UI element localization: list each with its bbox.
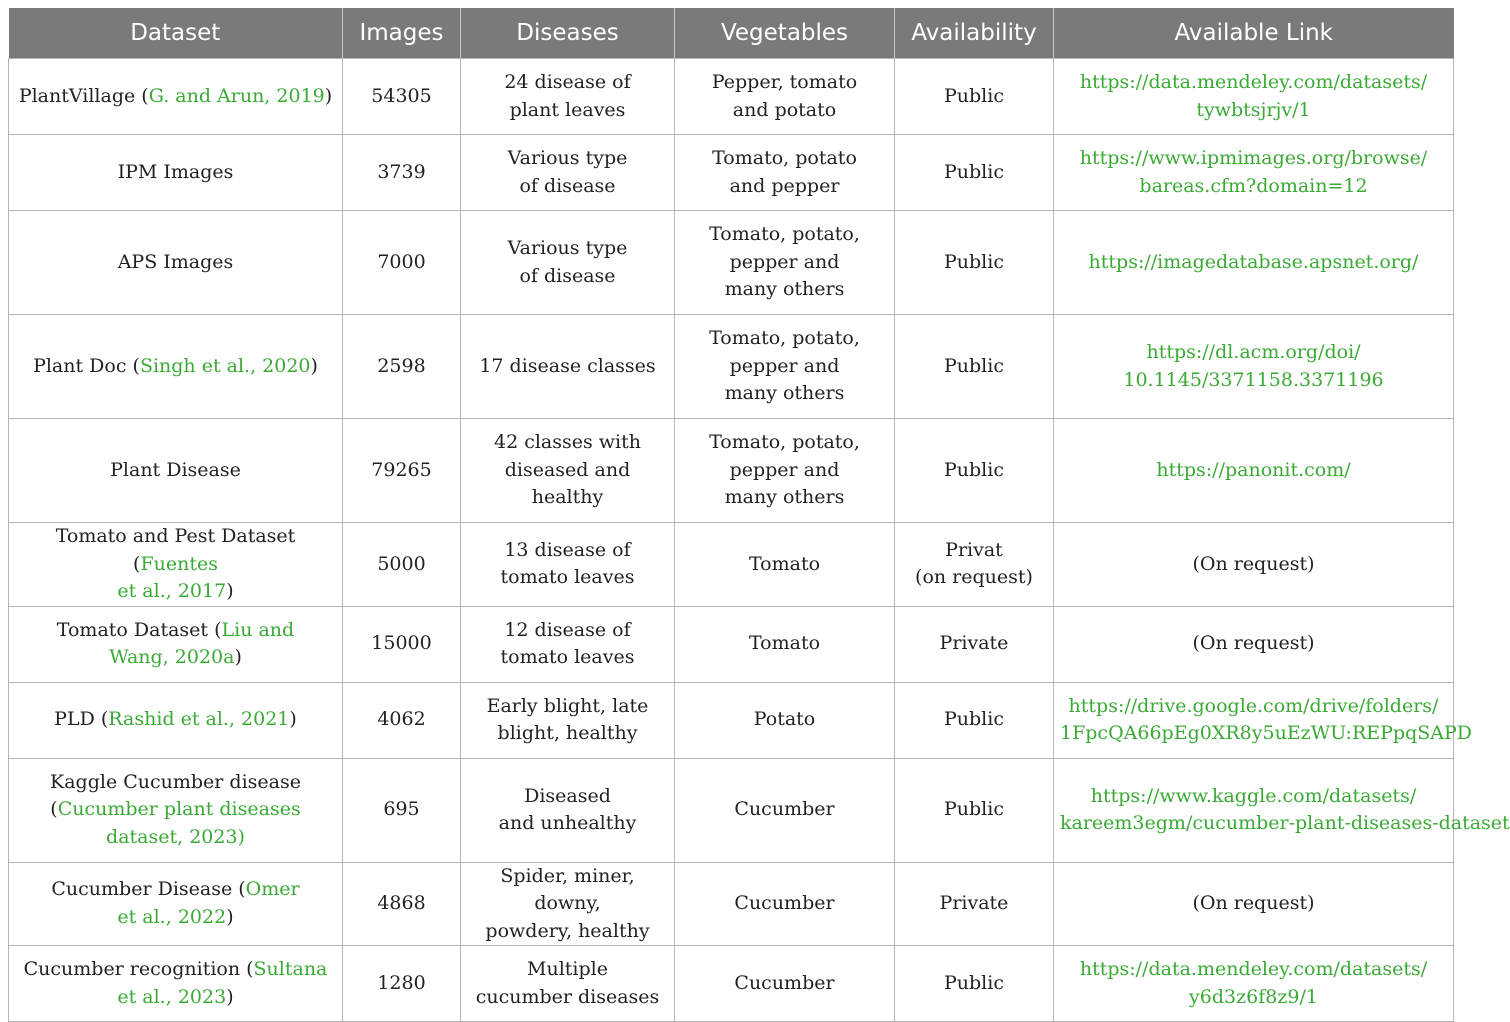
availability-text: Public xyxy=(944,798,1004,821)
dataset-url-link[interactable]: y6d3z6f8z9/1 xyxy=(1189,985,1318,1008)
dataset-url-link[interactable]: https://www.kaggle.com/datasets/ xyxy=(1090,784,1417,807)
dataset-line xyxy=(15,956,336,984)
availability-text: Public xyxy=(944,160,1004,183)
dataset-name-suffix: ) xyxy=(226,905,234,928)
table-row xyxy=(9,946,1454,1022)
dataset-line xyxy=(15,769,336,797)
cell-images: 3739 xyxy=(343,135,461,211)
diseases-text: 17 disease classes xyxy=(479,354,656,377)
cell-vegetables xyxy=(675,315,895,419)
vegetables-text: Tomato, potato, xyxy=(709,223,860,246)
cell-available-link xyxy=(1054,211,1454,315)
cell-images: 4868 xyxy=(343,862,461,946)
citation-link[interactable]: dataset, 2023) xyxy=(106,825,245,848)
availability-text: Privat xyxy=(945,538,1003,561)
citation-link[interactable]: Wang, 2020a xyxy=(109,646,235,668)
cell-vegetables xyxy=(675,758,895,862)
diseases-text: Diseased xyxy=(524,784,611,807)
cell-images: 4062 xyxy=(343,682,461,758)
cell-availability xyxy=(895,135,1054,211)
cell-diseases xyxy=(461,606,675,682)
dataset-url-link[interactable]: 1FpcQA66pEg0XR8y5uEzWU:REPpqSAPD xyxy=(1060,722,1472,744)
cell-availability xyxy=(895,862,1054,946)
dataset-name-suffix: ) xyxy=(310,354,318,377)
cell-availability xyxy=(895,315,1054,419)
table-row xyxy=(9,419,1454,523)
dataset-url-link[interactable]: https://dl.acm.org/doi/ xyxy=(1146,341,1361,363)
cell-diseases xyxy=(461,59,675,135)
cell-dataset xyxy=(9,862,343,946)
diseases-text: Various type xyxy=(507,237,628,259)
table-row xyxy=(9,758,1454,862)
availability-text: Public xyxy=(944,971,1004,994)
dataset-line xyxy=(15,457,336,485)
cell-diseases xyxy=(461,135,675,211)
cell-diseases xyxy=(461,315,675,419)
cell-dataset xyxy=(9,59,343,135)
dataset-line xyxy=(15,578,336,606)
cell-diseases xyxy=(461,419,675,523)
vegetables-text: many others xyxy=(724,486,845,509)
diseases-text: tomato leaves xyxy=(500,566,635,589)
cell-dataset xyxy=(9,946,343,1022)
dataset-line xyxy=(15,523,336,578)
availability-text: Public xyxy=(944,354,1004,377)
cell-availability xyxy=(895,946,1054,1022)
vegetables-text: and potato xyxy=(732,98,837,121)
cell-images: 7000 xyxy=(343,211,461,315)
vegetables-text: pepper and xyxy=(729,250,840,273)
column-header-availability: Availability xyxy=(895,8,1054,59)
diseases-text: 12 disease of xyxy=(504,618,631,641)
dataset-name-text: Kaggle Cucumber disease xyxy=(50,770,301,793)
cell-available-link xyxy=(1054,862,1454,946)
dataset-name-text: Cucumber Disease ( xyxy=(51,878,246,901)
table-row xyxy=(9,606,1454,682)
availability-text: Public xyxy=(944,458,1004,481)
dataset-url-link[interactable]: https://data.mendeley.com/datasets/ xyxy=(1079,71,1428,93)
vegetables-text: Tomato, potato, xyxy=(709,431,860,454)
diseases-text: 24 disease of xyxy=(504,71,631,93)
table-row xyxy=(9,59,1454,135)
cell-available-link xyxy=(1054,946,1454,1022)
availability-text: Private xyxy=(939,632,1009,655)
vegetables-text: Tomato, potato xyxy=(712,147,857,169)
cell-availability xyxy=(895,758,1054,862)
vegetables-text: Potato xyxy=(753,708,816,731)
table-row xyxy=(9,211,1454,315)
diseases-text: plant leaves xyxy=(509,98,626,121)
cell-images: 15000 xyxy=(343,606,461,682)
cell-availability xyxy=(895,523,1054,607)
dataset-line xyxy=(15,706,336,734)
cell-available-link xyxy=(1054,758,1510,862)
cell-availability xyxy=(895,59,1054,135)
cell-availability xyxy=(895,419,1054,523)
diseases-text: of disease xyxy=(519,264,616,287)
cell-diseases xyxy=(461,758,675,862)
citation-link[interactable]: Singh et al., 2020 xyxy=(139,354,311,377)
diseases-text: Early blight, late xyxy=(486,694,649,717)
citation-link[interactable]: G. and Arun, 2019 xyxy=(148,84,325,107)
table-row xyxy=(9,682,1454,758)
cell-dataset xyxy=(9,135,343,211)
dataset-line xyxy=(15,796,336,824)
column-header-available-link: Available Link xyxy=(1054,8,1454,59)
cell-available-link xyxy=(1054,682,1472,758)
dataset-name-text: Tomato Dataset ( xyxy=(56,618,222,641)
cell-vegetables xyxy=(675,606,895,682)
dataset-url-link[interactable]: kareem3egm/cucumber-plant-diseases-dataset xyxy=(1060,812,1510,834)
dataset-name-text: APS Images xyxy=(117,250,234,273)
vegetables-text: Pepper, tomato xyxy=(711,71,858,93)
dataset-name-text: PlantVillage ( xyxy=(18,84,149,107)
column-header-dataset: Dataset xyxy=(9,8,343,59)
diseases-text: Spider, miner, downy, xyxy=(500,864,635,914)
dataset-line xyxy=(15,249,336,277)
dataset-url-link[interactable]: https://imagedatabase.apsnet.org/ xyxy=(1088,250,1419,273)
vegetables-text: many others xyxy=(724,382,845,405)
dataset-line xyxy=(15,159,336,187)
cell-available-link xyxy=(1054,315,1454,419)
dataset-line xyxy=(15,617,336,645)
cell-dataset xyxy=(9,606,343,682)
cell-dataset xyxy=(9,523,343,607)
diseases-text: Multiple xyxy=(527,958,608,980)
cell-diseases xyxy=(461,946,675,1022)
cell-images: 5000 xyxy=(343,523,461,607)
dataset-url-link[interactable]: bareas.cfm?domain=12 xyxy=(1139,174,1368,197)
dataset-name-suffix: ) xyxy=(226,580,234,602)
table-row xyxy=(9,135,1454,211)
dataset-name-suffix: ) xyxy=(324,84,333,107)
column-header-images: Images xyxy=(343,8,461,59)
citation-link[interactable]: Sultana xyxy=(253,958,328,980)
dataset-name-text: ( xyxy=(50,798,58,821)
vegetables-text: pepper and xyxy=(729,458,840,481)
cell-vegetables xyxy=(675,946,895,1022)
cell-vegetables xyxy=(675,862,895,946)
cell-vegetables xyxy=(675,135,895,211)
vegetables-text: Tomato xyxy=(748,632,821,655)
dataset-name-text: Cucumber recognition ( xyxy=(23,958,254,980)
cell-diseases xyxy=(461,862,675,946)
column-header-vegetables: Vegetables xyxy=(675,8,895,59)
cell-vegetables xyxy=(675,523,895,607)
diseases-text: of disease xyxy=(519,174,616,197)
dataset-url-link[interactable]: https://panonit.com/ xyxy=(1156,458,1351,481)
dataset-url-link[interactable]: https://drive.google.com/drive/folders/ xyxy=(1068,694,1439,717)
diseases-text: diseased and healthy xyxy=(504,458,631,509)
dataset-url-link[interactable]: tywbtsjrjv/1 xyxy=(1196,98,1311,121)
dataset-line xyxy=(15,876,336,904)
dataset-name-text: Plant Disease xyxy=(110,458,241,481)
vegetables-text: Cucumber xyxy=(734,798,835,821)
table-row xyxy=(9,315,1454,419)
cell-availability xyxy=(895,606,1054,682)
vegetables-text: and pepper xyxy=(729,174,840,197)
available-link-text: (On request) xyxy=(1192,892,1315,914)
diseases-text: tomato leaves xyxy=(500,646,635,668)
cell-dataset xyxy=(9,211,343,315)
dataset-line xyxy=(15,644,336,672)
vegetables-text: Tomato xyxy=(748,552,821,575)
cell-dataset xyxy=(9,419,343,523)
datasets-table xyxy=(8,8,1510,1022)
cell-vegetables xyxy=(675,59,895,135)
availability-text: Public xyxy=(944,708,1004,731)
cell-vegetables xyxy=(675,419,895,523)
dataset-name-text: IPM Images xyxy=(117,160,234,183)
cell-available-link xyxy=(1054,419,1454,523)
cell-images: 695 xyxy=(343,758,461,862)
dataset-name-text: PLD ( xyxy=(54,708,109,731)
citation-link[interactable]: Rashid et al., 2021 xyxy=(108,708,290,731)
dataset-line xyxy=(15,824,336,852)
citation-link[interactable]: Cucumber plant diseases xyxy=(57,798,301,821)
diseases-text: powdery, healthy xyxy=(485,919,650,942)
cell-dataset xyxy=(9,682,343,758)
cell-available-link xyxy=(1054,59,1454,135)
citation-link[interactable]: et al., 2023 xyxy=(117,985,227,1008)
vegetables-text: Cucumber xyxy=(734,892,835,914)
diseases-text: 13 disease of xyxy=(504,538,631,561)
cell-images: 54305 xyxy=(343,59,461,135)
cell-diseases xyxy=(461,682,675,758)
cell-images: 1280 xyxy=(343,946,461,1022)
dataset-line xyxy=(15,353,336,381)
table-row xyxy=(9,862,1454,946)
dataset-name-suffix: ) xyxy=(289,708,297,731)
diseases-text: blight, healthy xyxy=(497,722,638,744)
dataset-name-suffix: ) xyxy=(234,646,242,668)
cell-dataset xyxy=(9,758,343,862)
citation-link[interactable]: Liu and xyxy=(221,618,295,641)
cell-diseases xyxy=(461,523,675,607)
cell-availability xyxy=(895,682,1054,758)
dataset-line xyxy=(15,83,336,111)
header-row xyxy=(9,8,1454,59)
cell-vegetables xyxy=(675,682,895,758)
cell-available-link xyxy=(1054,523,1454,607)
cell-available-link xyxy=(1054,135,1454,211)
column-header-diseases: Diseases xyxy=(461,8,675,59)
citation-link[interactable]: et al., 2022 xyxy=(117,905,227,928)
dataset-name-text: Plant Doc ( xyxy=(33,354,140,377)
table-body xyxy=(9,59,1510,1022)
dataset-line xyxy=(15,984,336,1012)
vegetables-text: pepper and xyxy=(729,354,840,377)
cell-available-link xyxy=(1054,606,1454,682)
dataset-url-link[interactable]: 10.1145/3371158.3371196 xyxy=(1123,368,1384,391)
dataset-name-suffix: ) xyxy=(226,985,234,1008)
cell-images: 2598 xyxy=(343,315,461,419)
dataset-line xyxy=(15,904,336,932)
cell-availability xyxy=(895,211,1054,315)
available-link-text: (On request) xyxy=(1192,552,1315,575)
cell-diseases xyxy=(461,211,675,315)
diseases-text: and unhealthy xyxy=(498,812,637,834)
vegetables-text: many others xyxy=(724,278,845,301)
dataset-url-link[interactable]: https://data.mendeley.com/datasets/ xyxy=(1079,958,1428,980)
vegetables-text: Cucumber xyxy=(734,971,835,994)
table-row xyxy=(9,523,1454,607)
availability-text: Private xyxy=(939,892,1009,914)
cell-images: 79265 xyxy=(343,419,461,523)
cell-vegetables xyxy=(675,211,895,315)
diseases-text: 42 classes with xyxy=(493,431,641,454)
available-link-text: (On request) xyxy=(1192,632,1315,655)
dataset-name-text: Tomato and Pest Dataset ( xyxy=(55,525,296,575)
availability-text: Public xyxy=(944,250,1004,273)
cell-dataset xyxy=(9,315,343,419)
dataset-url-link[interactable]: https://www.ipmimages.org/browse/ xyxy=(1079,147,1428,169)
availability-text: (on request) xyxy=(915,566,1033,589)
citation-link[interactable]: Omer xyxy=(245,878,300,901)
vegetables-text: Tomato, potato, xyxy=(709,327,860,350)
diseases-text: cucumber diseases xyxy=(475,985,660,1008)
availability-text: Public xyxy=(944,84,1004,107)
citation-link[interactable]: et al., 2017 xyxy=(117,580,227,602)
citation-link[interactable]: Fuentes xyxy=(140,552,218,575)
diseases-text: Various type xyxy=(507,147,628,169)
